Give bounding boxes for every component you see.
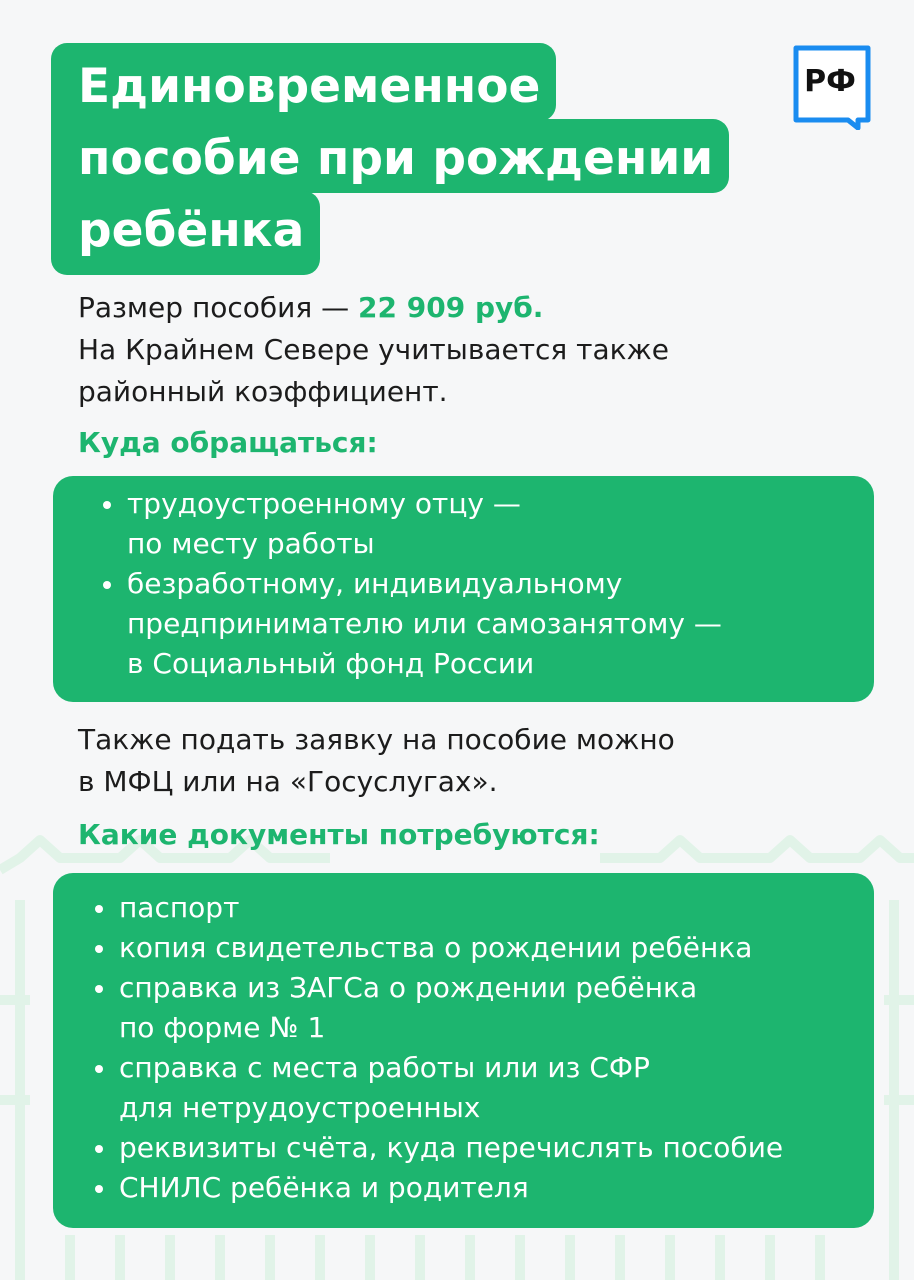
where-item-line: трудоустроенному отцу —	[127, 487, 521, 520]
where-item	[127, 564, 874, 684]
where-heading: Куда обращаться:	[78, 426, 378, 459]
document-item-line: копия свидетельства о рождении ребёнка	[119, 931, 753, 964]
where-item	[127, 484, 874, 564]
title-line-2: пособие при рождении	[51, 119, 729, 193]
document-item	[119, 968, 874, 1048]
document-item	[119, 1048, 874, 1128]
document-item-line: паспорт	[119, 891, 240, 924]
document-item-line: справка с места работы или из СФР	[119, 1051, 650, 1084]
amount-note-2: районный коэффициент.	[78, 375, 448, 408]
documents-heading: Какие документы потребуются:	[78, 818, 600, 851]
rf-logo-icon	[790, 42, 874, 130]
also-line-1: Также подать заявку на пособие можно	[78, 723, 675, 756]
where-item-line: в Социальный фонд России	[127, 647, 535, 680]
where-item-line: по месту работы	[127, 527, 375, 560]
amount-note-1: На Крайнем Севере учитывается также	[78, 333, 669, 366]
amount-line	[78, 287, 543, 329]
page-title	[51, 43, 729, 275]
document-item-line: СНИЛС ребёнка и родителя	[119, 1171, 529, 1204]
also-line-2: в МФЦ или на «Госуслугах».	[78, 765, 498, 798]
document-item	[119, 1168, 874, 1208]
title-line-3: ребёнка	[51, 191, 320, 275]
title-line-1: Единовременное	[51, 43, 556, 121]
where-card	[53, 476, 874, 702]
amount-value: 22 909 руб.	[358, 291, 544, 324]
document-item	[119, 888, 874, 928]
document-item-line: для нетрудоустроенных	[119, 1091, 481, 1124]
document-item-line: реквизиты счёта, куда перечислять пособие	[119, 1131, 784, 1164]
document-item-line: по форме № 1	[119, 1011, 326, 1044]
document-item	[119, 928, 874, 968]
where-item-line: безработному, индивидуальному	[127, 567, 623, 600]
document-item	[119, 1128, 874, 1168]
logo-text: РФ	[804, 64, 856, 99]
document-item-line: справка из ЗАГСа о рождении ребёнка	[119, 971, 698, 1004]
documents-card	[53, 873, 874, 1228]
where-item-line: предпринимателю или самозанятому —	[127, 607, 722, 640]
amount-label: Размер пособия —	[78, 291, 359, 324]
